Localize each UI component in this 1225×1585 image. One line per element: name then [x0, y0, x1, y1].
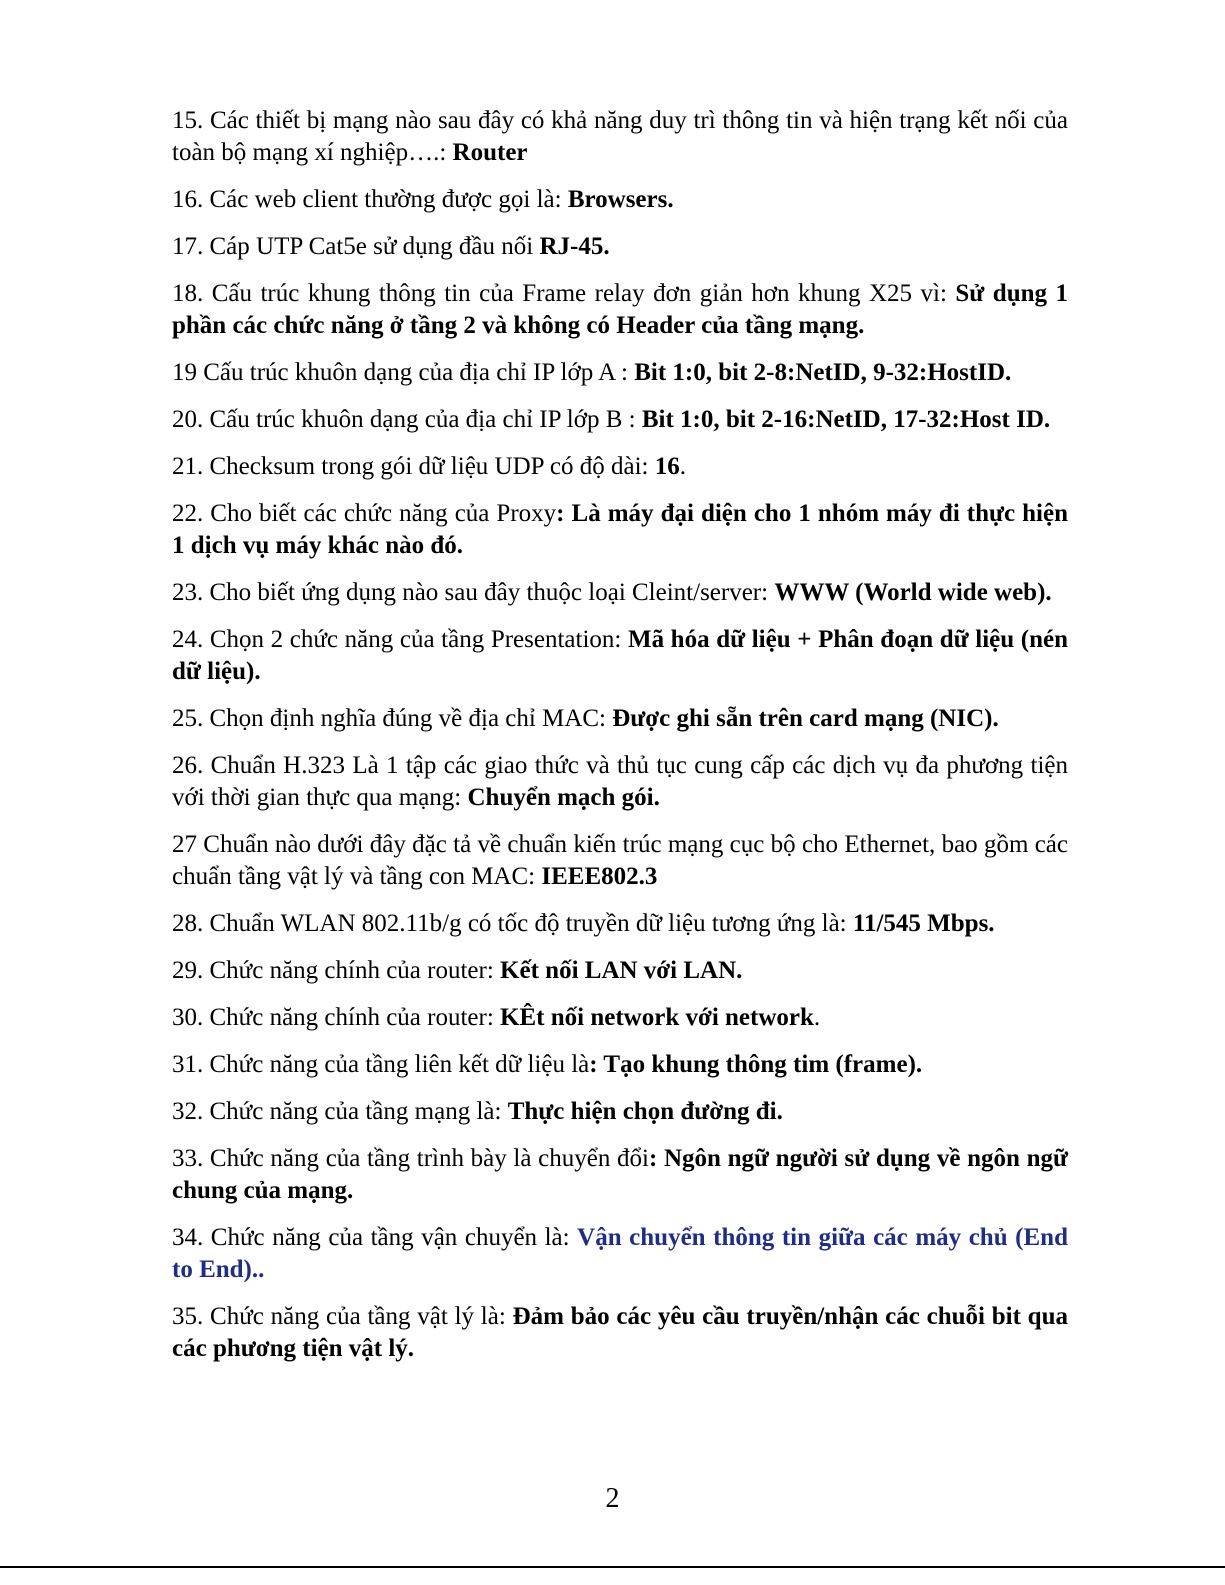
- question-text: 29. Chức năng chính của router:: [172, 957, 501, 984]
- answer-text: Bit 1:0, bit 2-8:NetID, 9-32:HostID.: [634, 359, 1012, 386]
- question-text: 34. Chức năng của tầng vận chuyển là:: [172, 1224, 578, 1251]
- answer-text: Thực hiện chọn đường đi.: [507, 1098, 783, 1125]
- question-18: [172, 278, 1068, 342]
- answer-text: : Tạo khung thông tim (frame).: [589, 1051, 923, 1078]
- question-tail: .: [679, 453, 686, 480]
- answer-text: : Ngôn ngữ người sử dụng về ngôn ngữ chung của mạng.: [172, 1145, 1068, 1204]
- question-text: 28. Chuẩn WLAN 802.11b/g có tốc độ truyền dữ liệu tương ứng là:: [172, 910, 853, 937]
- answer-text: IEEE802.3: [541, 863, 658, 890]
- question-text: 24. Chọn 2 chức năng của tầng Presentation:: [172, 626, 628, 653]
- question-text: 19 Cấu trúc khuôn dạng của địa chỉ IP lớp A :: [172, 359, 635, 386]
- answer-text: Được ghi sẵn trên card mạng (NIC).: [612, 705, 999, 732]
- answer-text: Sử dụng 1 phần các chức năng ở tầng 2 và không có Header của tầng mạng.: [172, 280, 1068, 339]
- question-24: [172, 624, 1068, 688]
- question-text: 25. Chọn định nghĩa đúng về địa chỉ MAC:: [172, 705, 613, 732]
- answer-text: RJ-45.: [539, 233, 610, 260]
- question-27: [172, 829, 1068, 893]
- question-35: [172, 1301, 1068, 1365]
- question-29: [172, 955, 1068, 987]
- page-number: 2: [605, 1483, 620, 1514]
- question-text: 17. Cáp UTP Cat5e sử dụng đầu nối: [172, 233, 540, 260]
- page-bottom-divider: [0, 1566, 1225, 1568]
- question-text: 31. Chức năng của tầng liên kết dữ liệu là: [172, 1051, 590, 1078]
- question-23: [172, 577, 1068, 609]
- question-30: [172, 1002, 1068, 1034]
- answer-text: KÊt nối network với network: [500, 1004, 814, 1031]
- question-text: 27 Chuẩn nào dưới đây đặc tả về chuẩn kiến trúc mạng cục bộ cho Ethernet, bao gồm các chuẩn tầng vật lý và tầng con MAC:: [172, 831, 1068, 890]
- answer-text: Browsers.: [567, 186, 674, 213]
- question-text: 20. Cấu trúc khuôn dạng của địa chỉ IP lớp B :: [172, 406, 642, 433]
- answer-text: 16: [654, 453, 680, 480]
- question-22: [172, 498, 1068, 562]
- question-33: [172, 1143, 1068, 1207]
- answer-text: Bit 1:0, bit 2-16:NetID, 17-32:Host ID.: [641, 406, 1051, 433]
- question-text: 35. Chức năng của tầng vật lý là:: [172, 1303, 513, 1330]
- document-page: [172, 105, 1068, 1380]
- question-21: [172, 451, 1068, 483]
- question-text: 33. Chức năng của tầng trình bày là chuyển đổi: [172, 1145, 649, 1172]
- question-text: 23. Cho biết ứng dụng nào sau đây thuộc loại Cleint/server:: [172, 579, 775, 606]
- answer-text: 11/545 Mbps.: [852, 910, 995, 937]
- answer-text: : Là máy đại diện cho 1 nhóm máy đi thực hiện 1 dịch vụ máy khác nào đó.: [172, 500, 1068, 559]
- question-text: 18. Cấu trúc khung thông tin của Frame relay đơn giản hơn khung X25 vì:: [172, 280, 956, 307]
- question-text: 30. Chức năng chính của router:: [172, 1004, 501, 1031]
- question-25: [172, 703, 1068, 735]
- answer-text-highlighted: Vận chuyển thông tin giữa các máy chủ (End to End)..: [172, 1224, 1068, 1283]
- question-text: 16. Các web client thường được gọi là:: [172, 186, 568, 213]
- question-tail: .: [813, 1004, 821, 1031]
- question-28: [172, 908, 1068, 940]
- question-17: [172, 231, 1068, 263]
- question-15: [172, 105, 1068, 169]
- answer-text: Chuyển mạch gói.: [467, 784, 660, 811]
- answer-text: WWW (World wide web).: [774, 579, 1052, 606]
- answer-text: Router: [452, 139, 528, 166]
- question-text: 32. Chức năng của tầng mạng là:: [172, 1098, 508, 1125]
- question-text: 22. Cho biết các chức năng của Proxy: [172, 500, 557, 527]
- question-text: 26. Chuẩn H.323 Là 1 tập các giao thức và thủ tục cung cấp các dịch vụ đa phương tiện với thời gian thực qua mạng:: [172, 752, 1068, 811]
- question-32: [172, 1096, 1068, 1128]
- question-34: [172, 1222, 1068, 1286]
- question-16: [172, 184, 1068, 216]
- question-26: [172, 750, 1068, 814]
- question-20: [172, 404, 1068, 436]
- answer-text: Kết nối LAN với LAN.: [500, 957, 743, 984]
- answer-text: Mã hóa dữ liệu + Phân đoạn dữ liệu (nén dữ liệu).: [172, 626, 1068, 685]
- question-text: 21. Checksum trong gói dữ liệu UDP có độ dài:: [172, 453, 655, 480]
- question-text: 15. Các thiết bị mạng nào sau đây có khả năng duy trì thông tin và hiện trạng kết nối của toàn bộ mạng xí nghiệp….:: [172, 107, 1068, 166]
- question-19: [172, 357, 1068, 389]
- answer-text: Đảm bảo các yêu cầu truyền/nhận các chuỗi bit qua các phương tiện vật lý.: [172, 1303, 1068, 1362]
- question-31: [172, 1049, 1068, 1081]
